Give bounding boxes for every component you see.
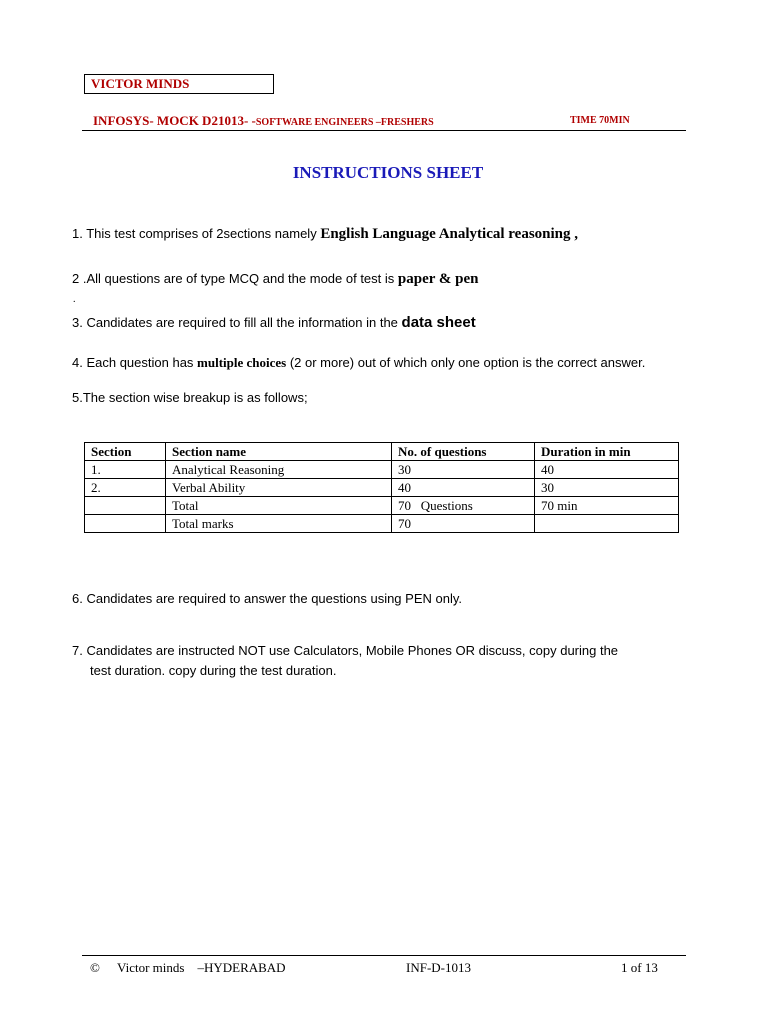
table-row	[85, 461, 679, 479]
table-cell	[85, 497, 166, 515]
table-cell: Analytical Reasoning	[166, 461, 392, 479]
instruction-4-text: 4. Each question has	[72, 355, 198, 370]
table-cell: 70	[392, 515, 535, 533]
header-divider	[82, 130, 686, 131]
table-cell: 70 min	[535, 497, 679, 515]
instruction-4-bold: multiple choices	[197, 355, 287, 370]
instruction-5: 5.The section wise breakup is as follows;	[72, 390, 308, 405]
table-header-cell: Section name	[166, 443, 392, 461]
brand-name: VICTOR MINDS	[91, 76, 190, 91]
instruction-2-bold: paper & pen	[397, 271, 479, 287]
page-title: INSTRUCTIONS SHEET	[292, 163, 484, 182]
table-row	[85, 497, 679, 515]
table-cell: Total marks	[166, 515, 392, 533]
time-label: TIME 70MIN	[570, 115, 630, 126]
instruction-1-text: 1. This test comprises of 2sections namely	[72, 226, 321, 241]
stray-dot: .	[73, 294, 76, 305]
instruction-4	[72, 355, 645, 371]
table-cell: 40	[535, 461, 679, 479]
instruction-7-line-2: test duration. copy during the test duration.	[90, 663, 337, 678]
table-header-cell: Duration in min	[535, 443, 679, 461]
test-header	[93, 113, 434, 129]
page-number: 1 of 13	[621, 960, 658, 975]
test-title: INFOSYS- MOCK D21013- -	[93, 113, 256, 128]
table-cell	[85, 515, 166, 533]
table-cell	[535, 515, 679, 533]
instruction-2-text: 2 .All questions are of type MCQ and the mode of test is	[72, 271, 398, 286]
table-row	[85, 515, 679, 533]
table-cell: 40	[392, 479, 535, 497]
instruction-3-text: 3. Candidates are required to fill all the information in the	[72, 315, 402, 330]
audience-label: SOFTWARE ENGINEERS –FRESHERS	[255, 117, 434, 128]
instruction-2	[72, 271, 478, 288]
table-row	[85, 479, 679, 497]
brand-box	[84, 74, 274, 94]
instruction-3-bold: data sheet	[401, 314, 476, 331]
table-cell: Verbal Ability	[166, 479, 392, 497]
instruction-4-suffix: (2 or more) out of which only one option is the correct answer.	[286, 355, 646, 370]
table-cell: 30	[392, 461, 535, 479]
table-cell: 2.	[85, 479, 166, 497]
table-cell: 70 Questions	[392, 497, 535, 515]
instruction-6: 6. Candidates are required to answer the questions using PEN only.	[72, 591, 462, 606]
table-header-cell: No. of questions	[392, 443, 535, 461]
footer-divider	[82, 955, 686, 956]
section-breakup-table	[84, 442, 679, 533]
table-cell: 1.	[85, 461, 166, 479]
table-header-row	[85, 443, 679, 461]
table-cell: 30	[535, 479, 679, 497]
table-cell: Total	[166, 497, 392, 515]
instruction-1	[72, 226, 578, 243]
table-header-cell: Section	[85, 443, 166, 461]
footer-org: Victor minds –HYDERABAD	[117, 960, 286, 975]
instruction-3	[72, 314, 476, 331]
instruction-1-bold: English Language Analytical reasoning ,	[320, 226, 579, 242]
footer-doc-code: INF-D-1013	[406, 960, 471, 975]
instruction-7-line-1: 7. Candidates are instructed NOT use Calculators, Mobile Phones OR discuss, copy during the	[72, 643, 619, 658]
copyright-symbol: ©	[90, 960, 100, 975]
